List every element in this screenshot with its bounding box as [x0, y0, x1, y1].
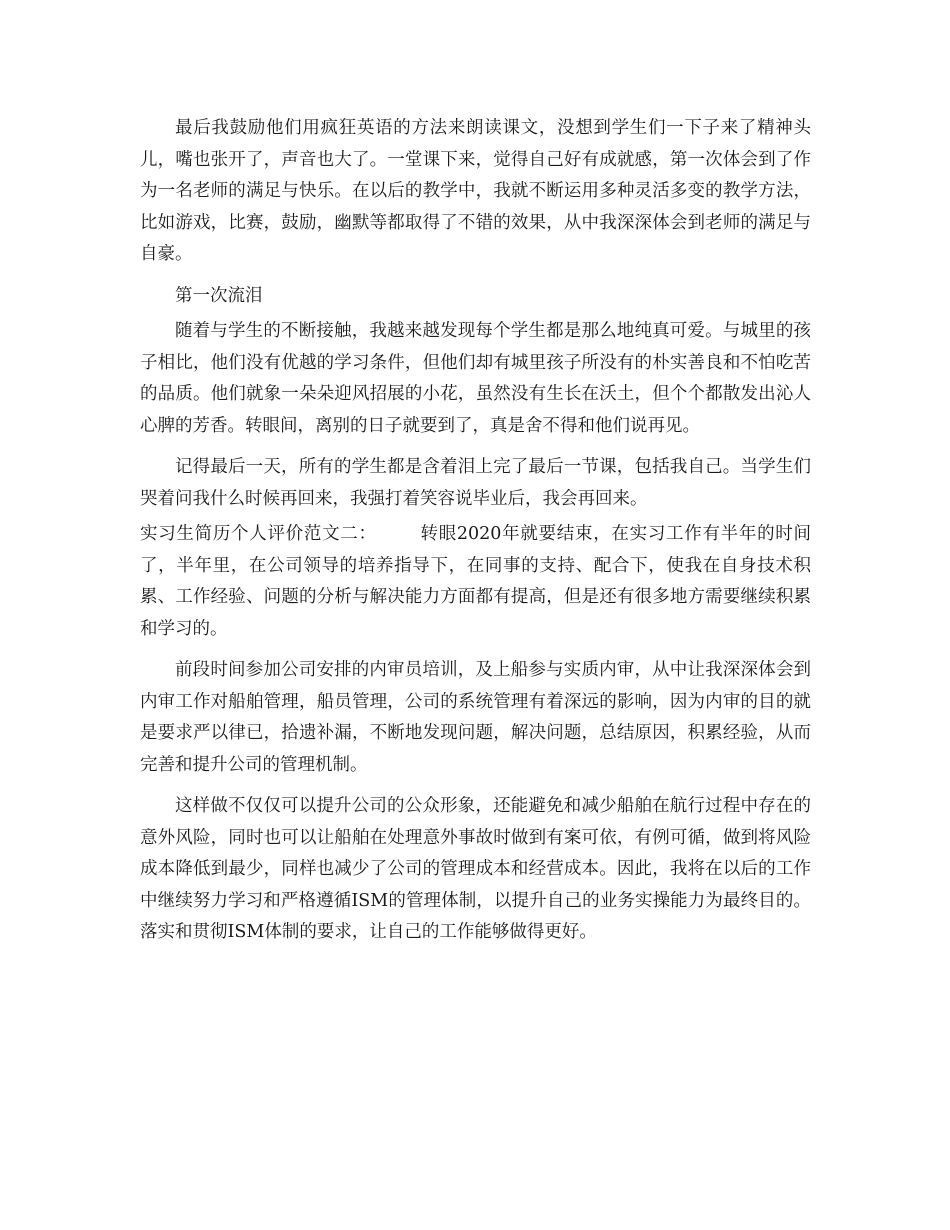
document-body	[140, 113, 811, 959]
section-title: 实习生简历个人评价范文二：	[140, 524, 377, 544]
paragraph-students: 随着与学生的不断接触，我越来越发现每个学生都是那么地纯真可爱。与城里的孩子相比，他们没有优越的学习条件，但他们却有城里孩子所没有的朴实善良和不怕吃苦的品质。他们就象一朵朵迎风招展的小花，虽然没有生长在沃土，但个个都散发出沁人心脾的芳香。转眼间，离别的日子就要到了，真是舍不得和他们说再见。	[140, 321, 811, 436]
paragraph-encouragement: 最后我鼓励他们用疯狂英语的方法来朗读课文，没想到学生们一下子来了精神头儿，嘴也张开了，声音也大了。一堂课下来，觉得自己好有成就感，第一次体会到了作为一名老师的满足与快乐。在以后的教学中，我就不断运用多种灵活多变的教学方法，比如游戏，比赛，鼓励，幽默等都取得了不错的效果，从中我深深体会到老师的满足与自豪。	[140, 118, 811, 264]
paragraph-last-day: 记得最后一天，所有的学生都是含着泪上完了最后一节课，包括我自己。当学生们哭着问我什么时候再回来，我强打着笑容说毕业后，我会再回来。	[140, 457, 811, 509]
paragraph-ism: 这样做不仅仅可以提升公司的公众形象，还能避免和减少船舶在航行过程中存在的意外风险，同时也可以让船舶在处理意外事故时做到有案可依，有例可循，做到将风险成本降低到最少，同样也减少了公司的管理成本和经营成本。因此，我将在以后的工作中继续努力学习和严格遵循ISM的管理体制，以提升自己的业务实操能力为最终目的。落实和贯彻ISM体制的要求，让自己的工作能够做得更好。	[140, 796, 811, 942]
section-first-paragraph: 转眼2020年就要结束，在实习工作有半年的时间了，半年里，在公司领导的培养指导下，在同事的支持、配合下，使我在自身技术积累、工作经验、问题的分析与解决能力方面都有提高，但是还有很多地方需要继续积累和学习的。	[140, 524, 811, 639]
paragraph-internal-audit: 前段时间参加公司安排的内审员培训，及上船参与实质内审，从中让我深深体会到内审工作对船舶管理，船员管理，公司的系统管理有着深远的影响，因为内审的目的就是要求严以律已，拾遗补漏，不断地发现问题，解决问题，总结原因，积累经验，从而完善和提升公司的管理机制。	[140, 660, 811, 775]
section-two	[140, 519, 811, 645]
heading-first-tears: 第一次流泪	[175, 285, 263, 306]
